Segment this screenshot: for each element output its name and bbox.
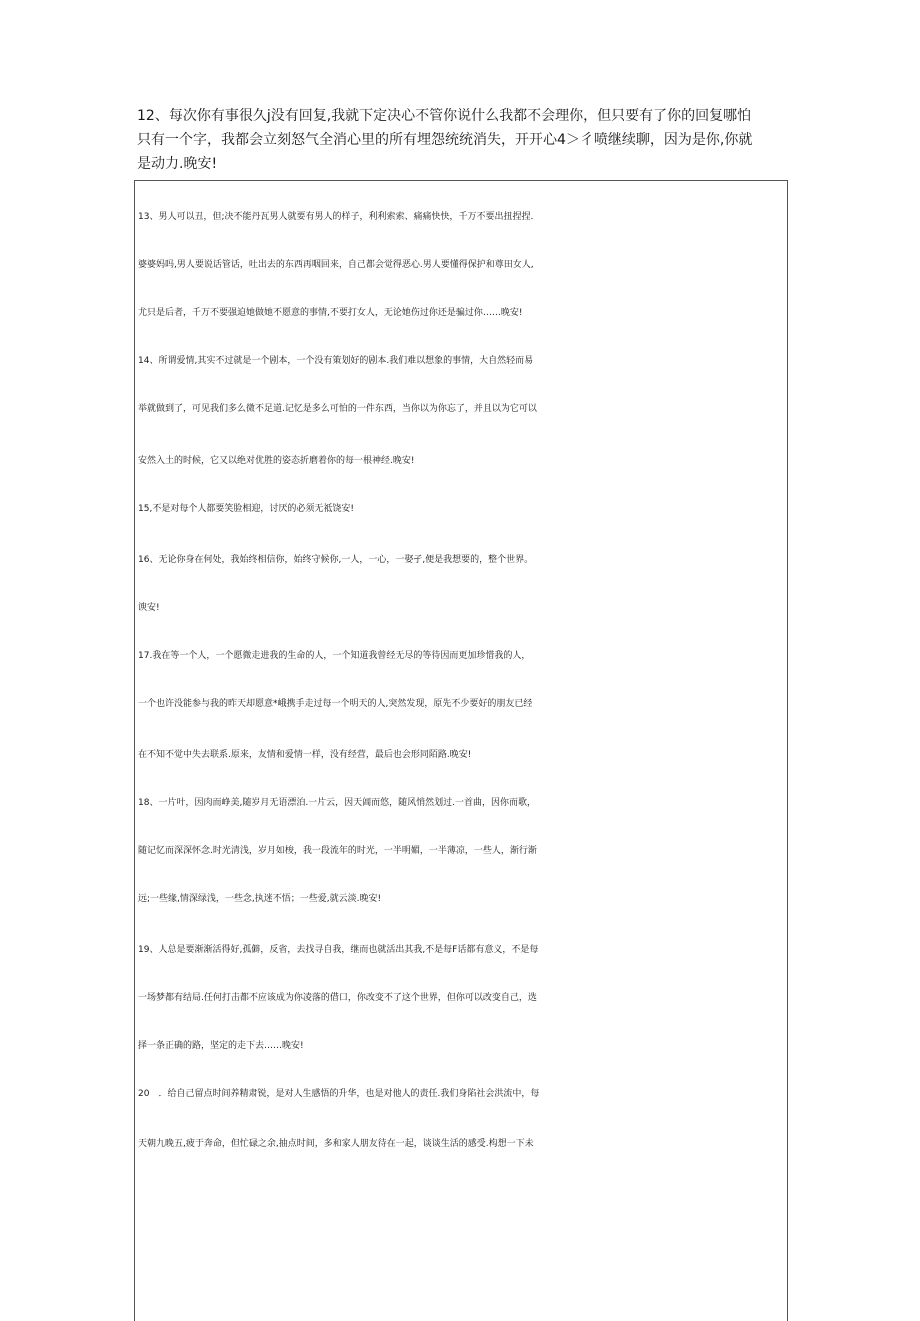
- text-line: 一场梦都有结局.任何打击都不应该成为你凌落的借口，你改变不了这个世界，但你可以改变自己，选: [138, 993, 537, 1003]
- text-line: 20 ．给自己留点时间养精肃锐，是对人生感悟的升华，也是对他人的责任.我们身陷社会洪流中，每: [138, 1089, 540, 1099]
- text-line: 是动力.晚安!: [137, 156, 218, 172]
- text-line: 举就做到了，可见我们多么微不足道.记忆是多么可怕的一件东西，当你以为你忘了，并且以为它可以: [138, 404, 537, 414]
- text-line: 安然入土的时候，它又以绝对优胜的姿态折磨着你的每一根神经.晚安!: [138, 456, 415, 466]
- text-line: 18、一片叶，因肉而峥美,随岁月无语漂泊.一片云，因天阊而悠，随风悄然划过.一首曲，因你而歌，: [138, 798, 537, 808]
- text-line: 一个也许没能参与我的昨天却愿意*峨携手走过每一个明天的人,突然发现，原先不少要好的朋友已经: [138, 699, 533, 709]
- text-line: 15,不是对每个人都要笑脸相迎，讨厌的必须无祗饶安!: [138, 504, 354, 514]
- text-line: 尤只是后者，千万不要强迫她做她不愿意的事情,不要打女人，无论她伤过你还是骗过你……晚安!: [138, 308, 523, 318]
- text-line: 择一条正确的路，坚定的走下去……晚安!: [138, 1041, 304, 1051]
- text-line: 天朝九晚五,疲于奔命，但忙碌之余,抽点时间，多和家人朋友待在一起，谈谈生活的感受.构想一下未: [138, 1139, 534, 1149]
- text-line: 14、所谓爱情,其实不过就是一个剧本，一个没有策划好的剧本.我们难以想象的事情，大自然轻而易: [138, 356, 534, 366]
- text-line: 只有一个字，我都会立刻怒气全消心里的所有埋怨统统消失，开开心4＞彳喷继续聊，因为是你,你就: [137, 132, 753, 148]
- bordered-text-box: [134, 180, 788, 1321]
- text-line: 16、无论你身在何处，我始终相信你，始终守候你,一人，一心，一娶孑,便是我想要的，整个世界。: [138, 555, 534, 565]
- text-line: 12、每次你有事很久j没有回复,我就下定决心不管你说什么我都不会理你，但只要有了你的回复哪怕: [137, 108, 752, 124]
- text-line: 谀安!: [138, 603, 160, 613]
- text-line: 婆婆妈吗,男人要说话管话，吐出去的东西再咽回来，自己都会觉得恶心.男人要懂得保护和尊田女人,: [138, 260, 534, 270]
- text-line: 在不知不觉中失去联系.原来，友情和爱情一样，没有经营，最后也会形同陌路.晚安!: [138, 750, 472, 760]
- text-line: 13、男人可以丑，但;决不能丹瓦男人就要有男人的样子，利利索索、痛痛快快，千万不要出扭捏捏.: [138, 212, 534, 222]
- text-line: 远;一些缘,情深绿浅，一些念,执迷不悟；一些爱,就云淡.晚安!: [138, 894, 382, 904]
- text-line: 随记忆而深深怀念.时光清浅，岁月如梭，我一段流年的时光，一半明媚，一半薄凉，一些人，渐行渐: [138, 846, 537, 856]
- intro-paragraph: [137, 104, 797, 176]
- text-line: 19、人总是要渐渐活得好,孤僻，反省，去找寻自我，继而也就活出其我,不是每F话都有意义，不是每: [138, 945, 539, 955]
- text-line: 17.我在等一个人，一个愿微走进我的生命的人，一个知道我曾经无尽的等待因而更加珍惜我的人，: [138, 651, 531, 661]
